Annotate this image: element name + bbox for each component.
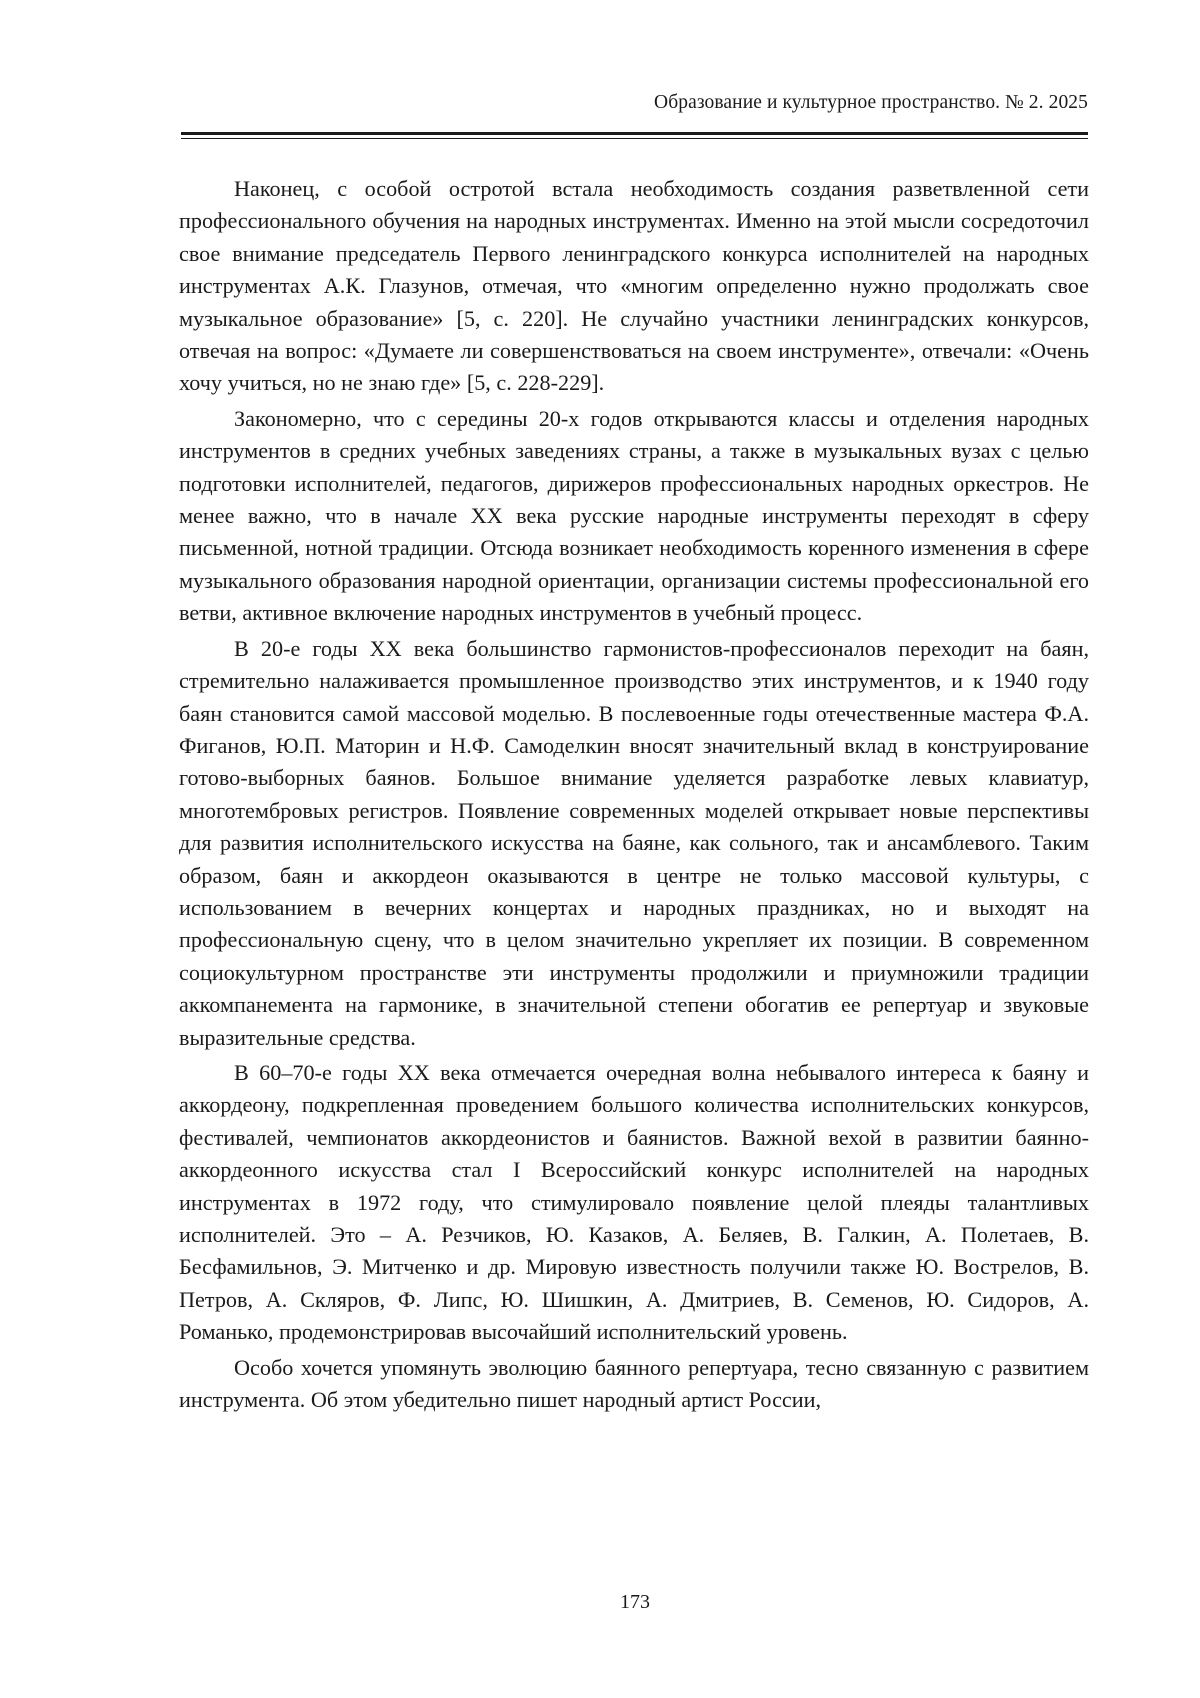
paragraph-2: Закономерно, что с середины 20-х годов открываются классы и отделения народных инструментов в средних учебных заведениях страны, а также в музыкальных вузах с целью подготовки исполнителей, педагогов, дирижеров профессиональных народных оркестров. Не менее важно, что в начале XX века русские народные инструменты переходят в сферу письменной, нотной традиции. Отсюда возникает необходимость коренного изменения в сфере музыкального образования народной ориентации, организации системы профессиональной его ветви, активное включение народных инструментов в учебный процесс. — [179, 405, 1089, 626]
page-number: 173 — [620, 1591, 650, 1613]
running-header: Образование и культурное пространство. № 2. 2025 — [654, 92, 1088, 113]
paragraph-1: Наконец, с особой остротой встала необходимость создания разветвленной сети профессионального обучения на народных инструментах. Именно на этой мысли сосредоточил свое внимание председатель Первого ленинградского конкурса исполнителей на народных инструментах А.К. Глазунов, отмечая, что «многим определенно нужно продолжать свое музыкальное образование» [5, с. 220]. Не случайно участники ленинградских конкурсов, отвечая на вопрос: «Думаете ли совершенствоваться на своем инструменте», отвечали: «Очень хочу учиться, но не знаю где» [5, с. 228-229]. — [179, 176, 1089, 396]
paragraph-5: Особо хочется упомянуть эволюцию баянного репертуара, тесно связанную с развитием инструмента. Об этом убедительно пишет народный артист России, — [179, 1354, 1089, 1413]
paragraph-3: В 20-е годы XX века большинство гармонистов-профессионалов переходит на баян, стремительно налаживается промышленное производство этих инструментов, и к 1940 году баян становится самой массовой моделью. В послевоенные годы отечественные мастера Ф.А. Фиганов, Ю.П. Маторин и Н.Ф. Самоделкин вносят значительный вклад в конструирование готово-выборных баянов. Большое внимание уделяется разработке левых клавиатур, многотембровых регистров. Появление современных моделей открывает новые перспективы для развития исполнительского искусства на баяне, как сольного, так и ансамблевого. Таким образом, баян и аккордеон оказываются в центре не только массовой культуры, с использованием в вечерних концертах и народных праздниках, но и выходят на профессиональную сцену, что в целом значительно укрепляет их позиции. В современном социокультурном пространстве эти инструменты продолжили и приумножили традиции аккомпанемента на гармонике, в значительной степени обогатив ее репертуар и звуковые выразительные средства. — [179, 635, 1089, 1050]
paragraph-4: В 60–70-е годы XX века отмечается очередная волна небывалого интереса к баяну и аккордеону, подкрепленная проведением большого количества исполнительских конкурсов, фестивалей, чемпионатов аккордеонистов и баянистов. Важной вехой в развитии баянно-аккордеонного искусства стал I Всероссийский конкурс исполнителей на народных инструментах в 1972 году, что стимулировало появление целой плеяды талантливых исполнителей. Это – А. Резчиков, Ю. Казаков, А. Беляев, В. Галкин, А. Полетаев, В. Бесфамильнов, Э. Митченко и др. Мировую известность получили также Ю. Вострелов, В. Петров, А. Скляров, Ф. Липс, Ю. Шишкин, А. Дмитриев, В. Семенов, Ю. Сидоров, А. Романько, продемонстрировав высочайший исполнительский уровень. — [179, 1059, 1089, 1345]
article-body — [179, 173, 1089, 1419]
